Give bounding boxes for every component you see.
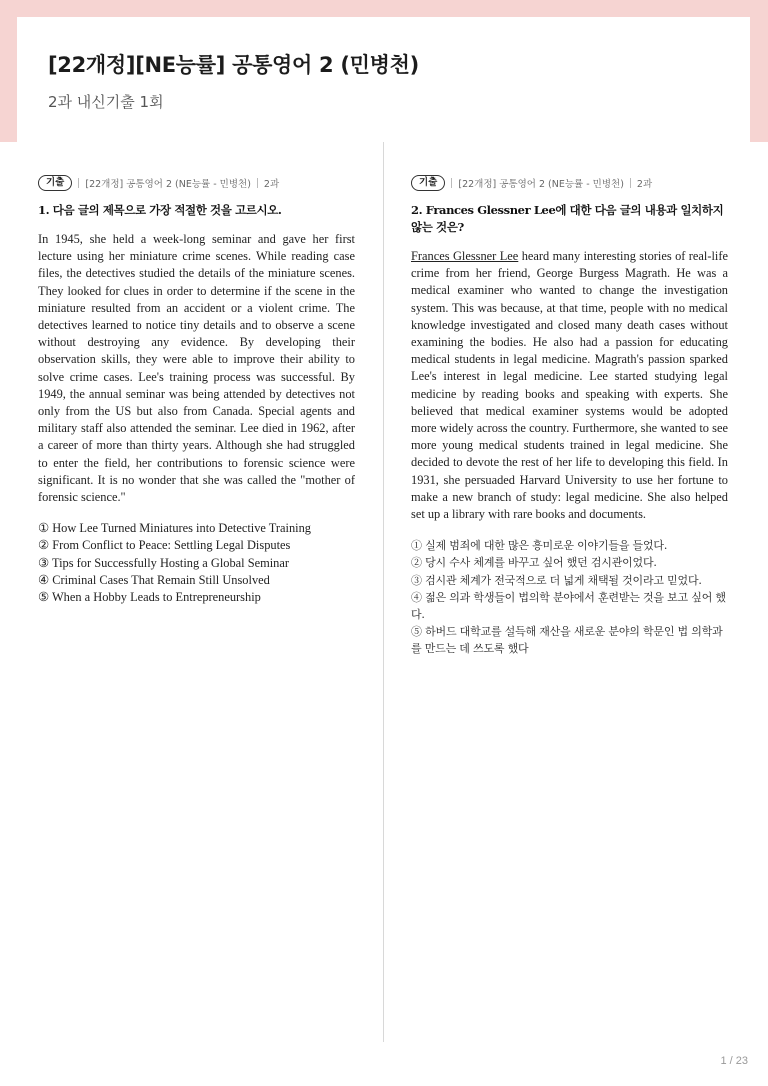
answer-option[interactable]: ③ 검시관 체계가 전국적으로 더 넓게 채택될 것이라고 믿었다. xyxy=(411,573,702,587)
answer-option[interactable]: ① How Lee Turned Miniatures into Detective Training xyxy=(38,521,312,536)
question-meta xyxy=(411,174,728,191)
answer-option[interactable]: ⑤ When a Hobby Leads to Entrepreneurship xyxy=(38,590,261,605)
question-prompt: 2. Frances Glessner Lee에 대한 다음 글의 내용과 일치하지 않는 것은? xyxy=(411,203,724,234)
answer-options xyxy=(411,537,728,657)
question-2 xyxy=(411,174,728,658)
question-meta xyxy=(38,174,355,191)
question-prompt: 1. 다음 글의 제목으로 가장 적절한 것을 고르시오. xyxy=(38,203,282,217)
column-divider xyxy=(383,142,384,1042)
question-lesson: 2과 xyxy=(636,178,653,190)
meta-separator xyxy=(630,178,631,188)
meta-separator xyxy=(451,178,452,188)
document-title: [22개정][NE능률] 공통영어 2 (민병천) xyxy=(48,53,419,77)
underlined-subject: Frances Glessner Lee xyxy=(411,249,519,263)
answer-option[interactable]: ③ Tips for Successfully Hosting a Global Seminar xyxy=(38,555,289,570)
answer-options xyxy=(38,520,355,606)
exam-badge: 기출 xyxy=(38,175,72,191)
answer-option[interactable]: ④ 젊은 의과 학생들이 법의학 분야에서 훈련받는 것을 보고 싶어 했다. xyxy=(411,590,726,622)
document-subtitle: 2과 내신기출 1회 xyxy=(48,93,164,111)
passage-body: heard many interesting stories of real-life crime from her friend, George Burgess Magrath. He was a medical examiner who wanted to change the investigation system. This was because, at that time, people with no medical knowledge investigated and closed many death cases without examining the bodies. He also had a passion for educating medical students in legal medicine. Magrath's passion sparked Lee's interest in legal medicine. Lee started studying legal medicine by reading books and speaking with experts. She believed that medical examiner systems would be adopted more widely across the country. Furthermore, she wanted to see more young medical students trained in legal medicine. She decided to devote the rest of her life to developing this field. In 1931, she persuaded Harvard University to use her fortune to make a new branch of study: legal medicine. She also helped set up a library with rare books and documents. xyxy=(411,249,729,522)
meta-separator xyxy=(78,178,79,188)
question-passage xyxy=(411,248,728,523)
question-1 xyxy=(38,174,355,606)
question-passage: In 1945, she held a week-long seminar and gave her first lecture using her miniature crime scenes. While reading case files, the detectives studied the details of the miniature scenes. They looked for clues in order to determine if the scene in the miniature resulted from an accident or a violent crime. The detectives learned to notice tiny details and to observe a scene without destroying any evidence. By developing their observation skills, they were able to improve their ability to solve crime cases. Lee's training process was successful. By 1949, the annual seminar was being attended by detectives not only from the US but also from Canada. Special agents and military staff also attended the seminar. Lee died in 1962, after a career of more than thirty years. Although she had struggled to enter the field, her contributions to forensic science were significant. It is no wonder that she was called the "mother of forensic science." xyxy=(38,232,355,505)
exam-badge: 기출 xyxy=(411,175,445,191)
header-card xyxy=(17,17,750,142)
answer-option[interactable]: ④ Criminal Cases That Remain Still Unsolved xyxy=(38,572,270,587)
answer-option[interactable]: ⑤ 하버드 대학교를 설득해 재산을 새로운 분야의 학문인 법 의학과를 만드는 데 쓰도록 했다 xyxy=(411,625,723,656)
question-source: [22개정] 공통영어 2 (NE능률 - 민병천) xyxy=(85,178,251,190)
question-source: [22개정] 공통영어 2 (NE능률 - 민병천) xyxy=(458,178,624,190)
answer-option[interactable]: ② From Conflict to Peace: Settling Legal Disputes xyxy=(38,538,291,553)
meta-separator xyxy=(257,178,258,188)
answer-option[interactable]: ② 당시 수사 체계를 바꾸고 싶어 했던 검시관이었다. xyxy=(411,556,657,570)
answer-option[interactable]: ① 실제 범죄에 대한 많은 흥미로운 이야기들을 들었다. xyxy=(411,539,668,553)
page-number: 1 / 23 xyxy=(720,1055,748,1067)
question-lesson: 2과 xyxy=(263,178,280,190)
